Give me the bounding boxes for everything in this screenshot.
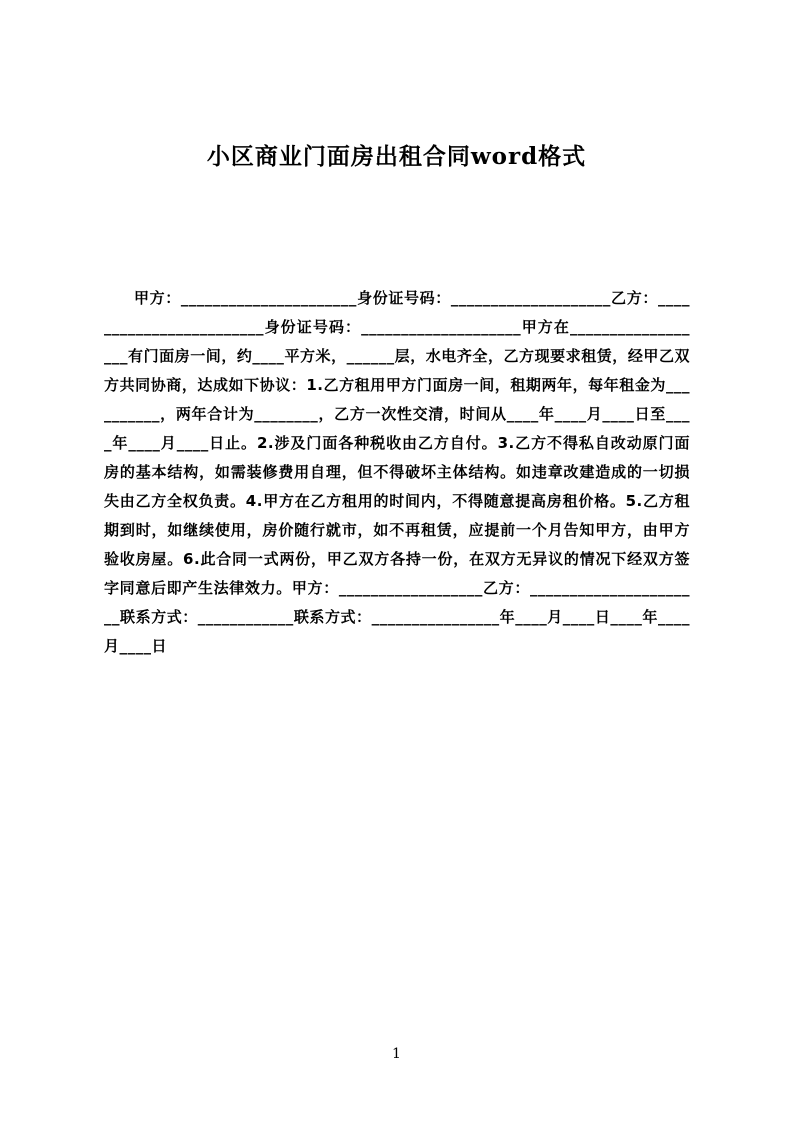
page-number: 1: [392, 1046, 401, 1062]
contract-body-text: 甲方：______________________身份证号码：____________________乙方：________________________身份证号码：____________________甲方在__________________有门面房一间，约____平方米，______层，水电齐全，乙方现要求租赁，经甲乙双方共同协商，达成如下协议：1.乙方租用甲方门面房一间，租期两年，每年租金为__________，两年合计为________，乙方一次性交清，时间从____年____月____日至____年____月____日止。2.涉及门面各种税收由乙方自付。3.乙方不得私自改动原门面房的基本结构，如需装修费用自理，但不得破坏主体结构。如违章改建造成的一切损失由乙方全权负责。4.甲方在乙方租用的时间内，不得随意提高房租价格。5.乙方租期到时，如继续使用，房价随行就市，如不再租赁，应提前一个月告知甲方，由甲方验收房屋。6.此合同一式两份，甲乙双方各持一份，在双方无异议的情况下经双方签字同意后即产生法律效力。甲方：__________________乙方：______________________联系方式：____________联系方式：________________年____月____日____年____月____日: [104, 289, 690, 655]
document-title: 小区商业门面房出租合同word格式: [206, 143, 587, 170]
